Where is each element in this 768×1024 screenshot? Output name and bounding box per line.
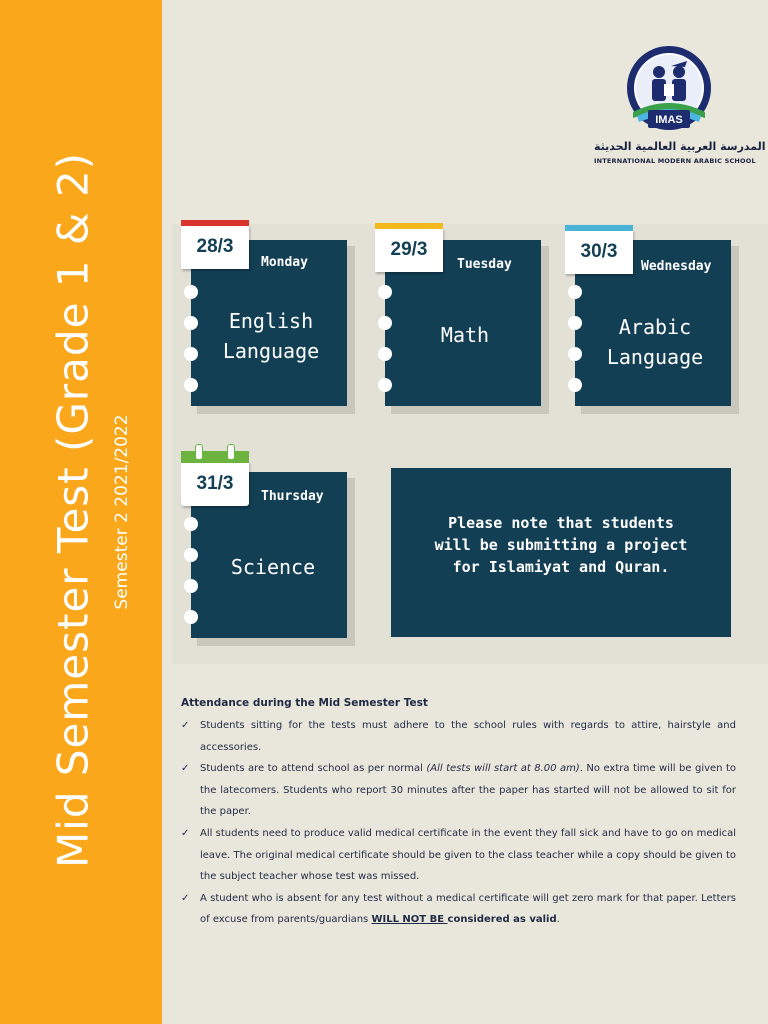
date-tag: 28/3 — [181, 225, 249, 269]
calendar-ring-icon — [195, 444, 203, 460]
logo-abbr: IMAS — [655, 114, 683, 126]
day-label: Tuesday — [457, 257, 512, 272]
subject-label: Arabic Language — [606, 315, 704, 369]
list-item: ✓ Students are to attend school as per normal (All tests will start at 8.00 am). No extra time will be given to the latecomers. Students who report 30 minutes after the paper has started will not be allowed to sit for the paper. — [181, 758, 736, 823]
school-logo — [594, 44, 766, 194]
project-note-card — [391, 468, 731, 637]
sidebar — [0, 0, 162, 1024]
project-note: Please note that students will be submitting a project for Islamiyat and Quran. — [434, 514, 688, 576]
page-title: Mid Semester Test (Grade 1 & 2) — [48, 151, 98, 869]
checkmark-icon: ✓ — [181, 827, 190, 839]
calendar-ring-icon — [227, 444, 235, 460]
date-tag: 29/3 — [375, 228, 443, 272]
day-label: Monday — [261, 255, 308, 270]
school-name-arabic: المدرسة العربية العالمية الحديثة — [594, 140, 766, 153]
school-name-english: INTERNATIONAL MODERN ARABIC SCHOOL — [594, 157, 756, 165]
subject-label: English Language — [222, 309, 320, 363]
day-label: Thursday — [261, 489, 324, 504]
attendance-section — [181, 697, 736, 931]
date-tag: 31/3 — [181, 462, 249, 506]
day-label: Wednesday — [641, 259, 712, 274]
attendance-list — [181, 715, 736, 931]
list-item: ✓ A student who is absent for any test without a medical certificate will get zero mark for that paper. Letters of excuse from parents/guardians WILL NOT BE considered as valid. — [181, 888, 736, 931]
checkmark-icon: ✓ — [181, 892, 190, 904]
attendance-title: Attendance during the Mid Semester Test — [181, 697, 428, 709]
semester-subtitle: Semester 2 2021/2022 — [112, 414, 132, 610]
date-tag: 30/3 — [565, 230, 633, 274]
subject-label: Math — [440, 323, 490, 347]
list-item: ✓ Students sitting for the tests must adhere to the school rules with regards to attire, hairstyle and accessories. — [181, 715, 736, 758]
checkmark-icon: ✓ — [181, 763, 190, 775]
list-item: ✓ All students need to produce valid medical certificate in the event they fall sick and have to go on medical leave. The original medical certificate should be given to the class teacher while a copy should be given to the subject teacher whose test was missed. — [181, 823, 736, 888]
subject-label: Science — [230, 555, 316, 579]
checkmark-icon: ✓ — [181, 720, 190, 731]
